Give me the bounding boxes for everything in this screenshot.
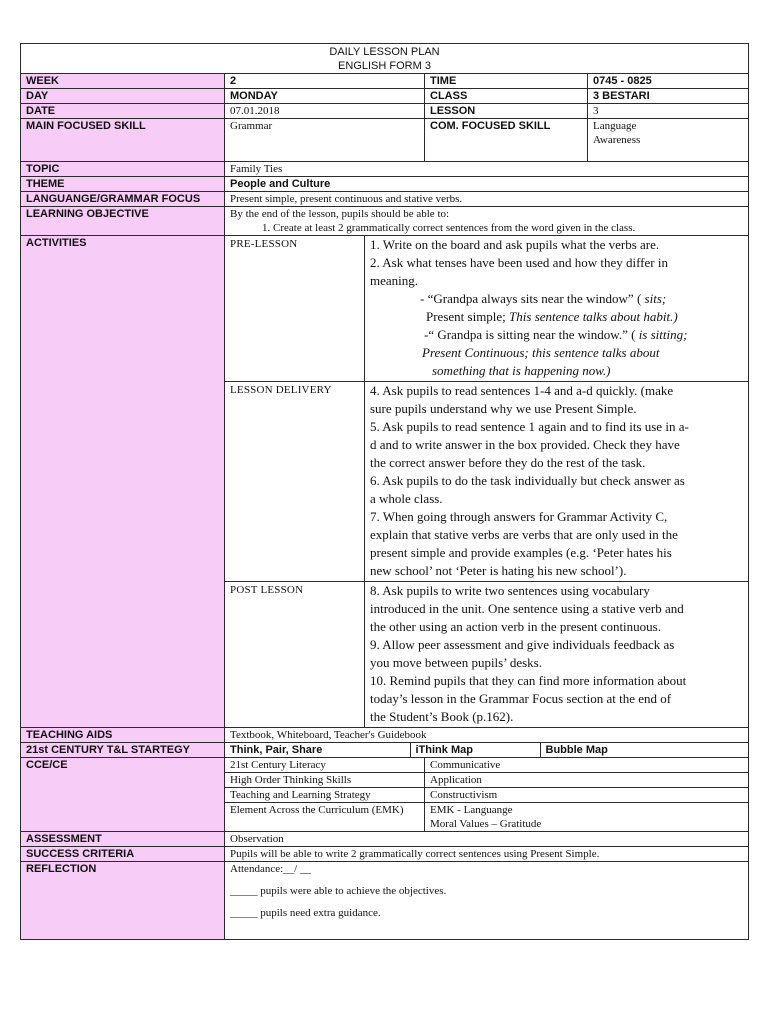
delivery-line: new school’ not ‘Peter is hating his new school’). <box>370 563 627 578</box>
cce-element: Element Across the Curriculum (EMK) <box>225 803 425 832</box>
strategy-bubble-map: Bubble Map <box>540 743 748 757</box>
objective-label: LEARNING OBJECTIVE <box>21 207 225 236</box>
cce-element: High Order Thinking Skills <box>225 773 425 788</box>
pre-line-2: 2. Ask what tenses have been used and how they differ in <box>370 255 668 270</box>
day-value: MONDAY <box>225 89 425 104</box>
cce-value: Constructivism <box>425 788 749 803</box>
cce-moral-values: Moral Values – Gratitude <box>430 818 542 830</box>
pre-example-1-verb: sits; <box>641 291 667 306</box>
week-value: 2 <box>225 74 425 89</box>
com-skill-line2: Awareness <box>593 134 641 146</box>
week-label: WEEK <box>21 74 225 89</box>
lesson-label: LESSON <box>425 104 588 119</box>
activities-label: ACTIVITIES <box>21 236 225 728</box>
main-skill-label: MAIN FOCUSED SKILL <box>21 119 225 162</box>
delivery-line: the correct answer before they do the rest of the task. <box>370 455 646 470</box>
post-line: 8. Ask pupils to write two sentences using vocabulary <box>370 583 650 598</box>
date-value: 07.01.2018 <box>225 104 425 119</box>
delivery-line: 6. Ask pupils to do the task individually but check answer as <box>370 473 685 488</box>
topic-value: Family Ties <box>225 162 749 177</box>
pre-line-6 <box>370 326 743 344</box>
post-line: the other using an action verb in the present continuous. <box>370 619 661 634</box>
plan-title: DAILY LESSON PLAN <box>329 46 440 58</box>
reflection-attendance: Attendance:__/ __ <box>230 863 311 875</box>
post-line: 9. Allow peer assessment and give individuals feedback as <box>370 637 675 652</box>
com-skill-value <box>588 119 749 162</box>
pre-line-3: meaning. <box>370 273 419 288</box>
com-skill-line1: Language <box>593 120 637 132</box>
pre-example-2-verb: is sitting; <box>638 327 688 342</box>
post-line: the Student’s Book (p.162). <box>370 709 514 724</box>
theme-value: People and Culture <box>225 177 749 192</box>
lesson-value: 3 <box>588 104 749 119</box>
cce-value: Communicative <box>425 758 749 773</box>
topic-label: TOPIC <box>21 162 225 177</box>
theme-label: THEME <box>21 177 225 192</box>
success-criteria-label: SUCCESS CRITERIA <box>21 847 225 862</box>
pre-line-8: something that is happening now.) <box>432 363 611 378</box>
pre-lesson-stage: PRE-LESSON <box>225 236 365 382</box>
strategy-subtable <box>225 743 748 757</box>
lesson-delivery-stage: LESSON DELIVERY <box>225 382 365 582</box>
time-label: TIME <box>425 74 588 89</box>
plan-subtitle: ENGLISH FORM 3 <box>338 60 431 72</box>
pre-example-1-tense: Present simple; <box>426 309 510 324</box>
assessment-value: Observation <box>225 832 749 847</box>
post-line: 10. Remind pupils that they can find more information about <box>370 673 687 688</box>
pre-line-5 <box>370 308 743 326</box>
delivery-line: present simple and provide examples (e.g. ‘Peter hates his <box>370 545 672 560</box>
delivery-line: 4. Ask pupils to read sentences 1-4 and a-d quickly. (make <box>370 383 674 398</box>
strategy-ithink-map: iThink Map <box>410 743 540 757</box>
post-line: introduced in the unit. One sentence using a stative verb and <box>370 601 684 616</box>
pre-example-1: - “Grandpa always sits near the window” ( <box>420 291 642 306</box>
delivery-line: sure pupils understand why we use Present Simple. <box>370 401 637 416</box>
class-value: 3 BESTARI <box>588 89 749 104</box>
post-lesson-content <box>365 582 749 728</box>
day-label: DAY <box>21 89 225 104</box>
post-lesson-stage: POST LESSON <box>225 582 365 728</box>
pre-line-4 <box>370 290 743 308</box>
plan-header <box>21 44 749 74</box>
pre-lesson-content <box>365 236 749 382</box>
reflection-value <box>225 862 749 940</box>
post-line: today’s lesson in the Grammar Focus section at the end of <box>370 691 672 706</box>
cce-value: Application <box>425 773 749 788</box>
success-criteria-value: Pupils will be able to write 2 grammatically correct sentences using Present Simple. <box>225 847 749 862</box>
grammar-focus-label: LANGUANGE/GRAMMAR FOCUS <box>21 192 225 207</box>
pre-line-7: Present Continuous; this sentence talks about <box>422 345 660 360</box>
cce-emk-language: EMK - Languange <box>430 804 513 816</box>
class-label: CLASS <box>425 89 588 104</box>
cce-element: 21st Century Literacy <box>225 758 425 773</box>
grammar-focus-value: Present simple, present continuous and stative verbs. <box>225 192 749 207</box>
teaching-aids-label: TEACHING AIDS <box>21 728 225 743</box>
strategy-values <box>225 743 749 758</box>
objective-intro: By the end of the lesson, pupils should be able to: <box>230 208 450 220</box>
post-line: you move between pupils’ desks. <box>370 655 542 670</box>
reflection-guidance: _____ pupils need extra guidance. <box>230 907 381 919</box>
com-skill-label: COM. FOCUSED SKILL <box>425 119 588 162</box>
time-value: 0745 - 0825 <box>588 74 749 89</box>
strategy-label: 21st CENTURY T&L STARTEGY <box>21 743 225 758</box>
main-skill-value: Grammar <box>225 119 425 162</box>
delivery-line: explain that stative verbs are verbs that are only used in the <box>370 527 678 542</box>
cce-label: CCE/CE <box>21 758 225 832</box>
assessment-label: ASSESSMENT <box>21 832 225 847</box>
delivery-line: 5. Ask pupils to read sentence 1 again and to find its use in a- <box>370 419 689 434</box>
pre-line-1: 1. Write on the board and ask pupils what the verbs are. <box>370 237 660 252</box>
objective-item: 1. Create at least 2 grammatically correct sentences from the word given in the class. <box>262 222 636 234</box>
strategy-think-pair-share: Think, Pair, Share <box>230 744 323 756</box>
lesson-delivery-content <box>365 382 749 582</box>
delivery-line: a whole class. <box>370 491 443 506</box>
cce-element: Teaching and Learning Strategy <box>225 788 425 803</box>
pre-example-1-note: This sentence talks about habit.) <box>509 309 678 324</box>
cce-value <box>425 803 749 832</box>
reflection-label: REFLECTION <box>21 862 225 940</box>
delivery-line: 7. When going through answers for Grammar Activity C, <box>370 509 668 524</box>
teaching-aids-value: Textbook, Whiteboard, Teacher's Guidebook <box>225 728 749 743</box>
reflection-achieved: _____ pupils were able to achieve the objectives. <box>230 885 447 897</box>
lesson-plan-table <box>20 43 749 940</box>
objective-value <box>225 207 749 236</box>
pre-example-2: -“ Grandpa is sitting near the window.” ( <box>424 327 639 342</box>
delivery-line: d and to write answer in the box provided. Check they have <box>370 437 680 452</box>
date-label: DATE <box>21 104 225 119</box>
